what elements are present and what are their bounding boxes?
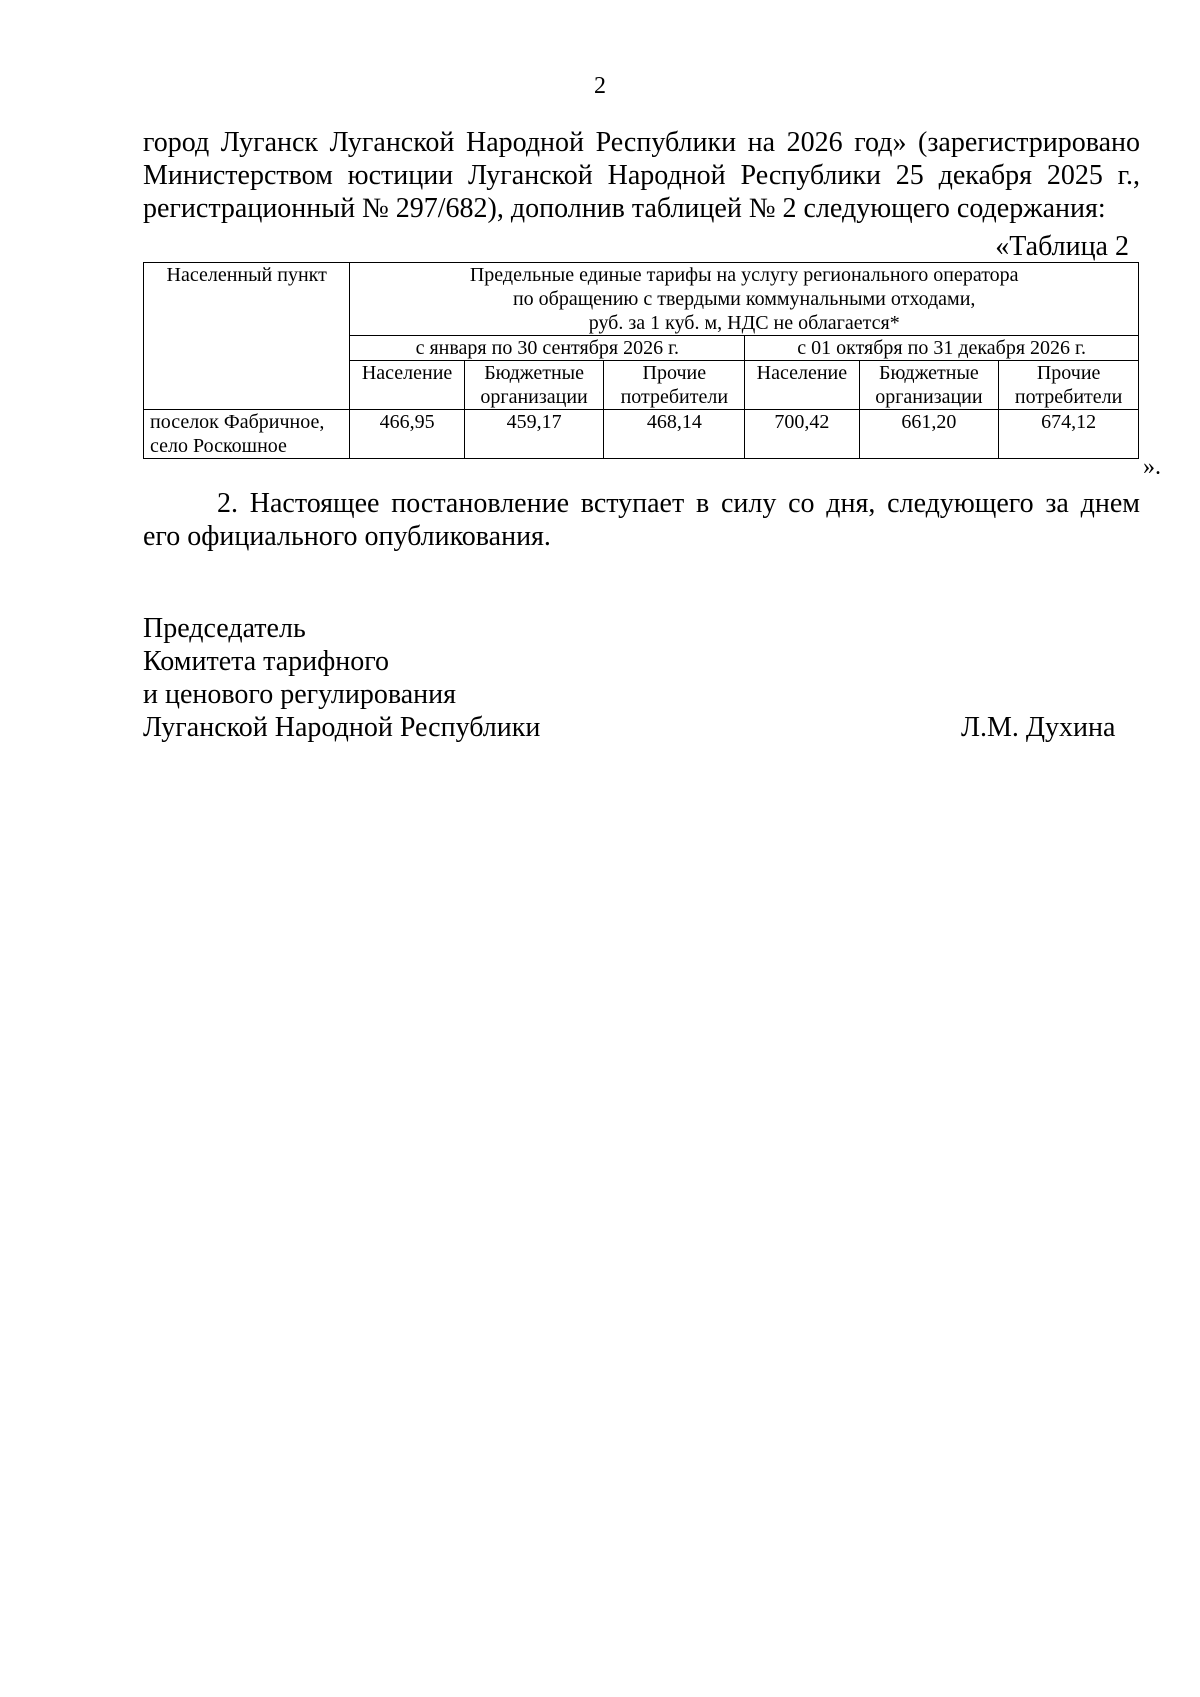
- locality-cell: [144, 410, 350, 459]
- value-cell-6: 674,12: [999, 410, 1139, 459]
- paragraph-2: [143, 487, 1140, 553]
- paragraph-2-text: [143, 487, 1140, 553]
- value-cell-1: 466,95: [350, 410, 464, 459]
- subheader-6-line-1: Прочие: [1036, 362, 1101, 384]
- subheader-other-1: [604, 361, 745, 410]
- intro-line-3: регистрационный № 297/682), дополнив таблицей № 2 следующего содержания:: [143, 193, 1106, 224]
- signer-position-line-1: Председатель: [143, 613, 306, 644]
- intro-text: [143, 126, 1140, 225]
- table-row: [144, 410, 1139, 459]
- subheader-other-2: [999, 361, 1139, 410]
- table-caption: «Таблица 2: [995, 231, 1129, 262]
- subheader-3-line-1: Прочие: [642, 362, 707, 384]
- subheader-budget-2: [859, 361, 999, 410]
- period-header-2: с 01 октября по 31 декабря 2026 г.: [745, 336, 1139, 361]
- subheader-population-2: [745, 361, 859, 410]
- period-header-1: с января по 30 сентября 2026 г.: [350, 336, 745, 361]
- table-close-quote: ».: [1143, 454, 1161, 480]
- intro-paragraph: [143, 126, 1140, 225]
- tariff-header-line-2: по обращению с твердыми коммунальными отходами,: [512, 288, 976, 310]
- subheader-5-line-2: организации: [875, 386, 983, 408]
- locality-line-1: поселок Фабричное,: [150, 411, 325, 433]
- intro-line-2: Министерством юстиции Луганской Народной Республики 25 декабря 2025 г.,: [143, 160, 1140, 191]
- tariff-header: [350, 263, 1139, 336]
- subheader-budget-1: [464, 361, 604, 410]
- signer-name: Л.М. Духина: [961, 712, 1116, 743]
- intro-line-1: город Луганск Луганской Народной Республики на 2026 год» (зарегистрировано: [143, 127, 1140, 158]
- subheader-6-line-2: потребители: [1014, 386, 1123, 408]
- subheader-2-line-1: Бюджетные: [484, 362, 584, 384]
- subheader-3-line-2: потребители: [620, 386, 729, 408]
- subheader-1-line-1: Население: [361, 362, 453, 384]
- page-number: 2: [594, 73, 606, 99]
- subheader-5-line-1: Бюджетные: [879, 362, 979, 384]
- signer-position-line-3: и ценового регулирования: [143, 679, 456, 710]
- tariff-header-line-3: руб. за 1 куб. м, НДС не облагается*: [588, 312, 900, 334]
- value-cell-2: 459,17: [464, 410, 604, 459]
- locality-header: Населенный пункт: [144, 263, 350, 410]
- para2-line-2: его официального опубликования.: [143, 521, 551, 552]
- value-cell-5: 661,20: [859, 410, 999, 459]
- signer-position-line-4: Луганской Народной Республики: [143, 712, 541, 743]
- value-cell-3: 468,14: [604, 410, 745, 459]
- subheader-population-1: [350, 361, 464, 410]
- locality-line-2: село Роскошное: [150, 435, 287, 457]
- tariff-table: [143, 262, 1139, 459]
- subheader-2-line-2: организации: [480, 386, 588, 408]
- table-header-row-1: [144, 263, 1139, 336]
- para2-line-1: 2. Настоящее постановление вступает в силу со дня, следующего за днем: [217, 488, 1140, 519]
- signer-position-line-2: Комитета тарифного: [143, 646, 390, 677]
- value-cell-4: 700,42: [745, 410, 859, 459]
- tariff-header-line-1: Предельные единые тарифы на услугу регионального оператора: [469, 264, 1019, 286]
- subheader-4-line-1: Население: [756, 362, 848, 384]
